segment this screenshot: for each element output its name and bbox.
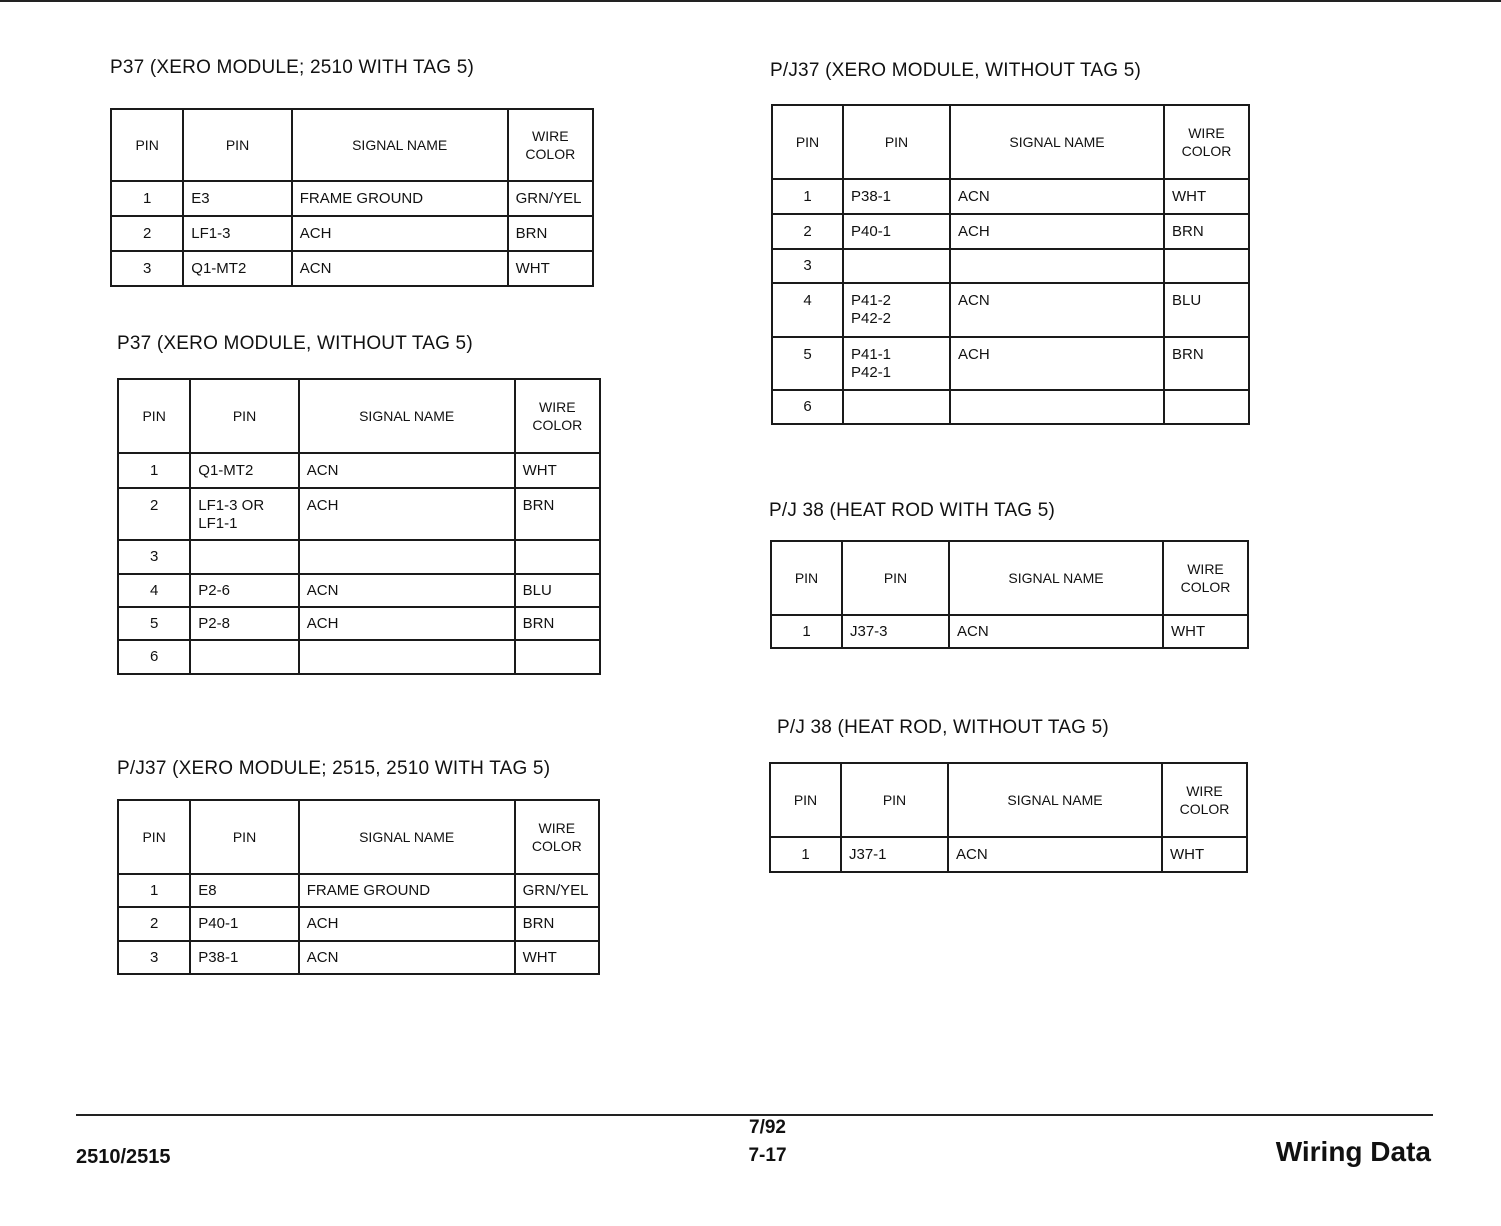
header-signal-name-label: SIGNAL NAME: [359, 829, 455, 845]
pin-cell: [772, 337, 843, 390]
pin-cell: [772, 214, 843, 249]
pin-cell: [111, 216, 183, 251]
pin-cell-text: 1: [149, 461, 159, 479]
pin-cell-text: 2: [149, 915, 159, 932]
pin-cell: [772, 390, 843, 424]
signal-cell-text: ACN: [957, 622, 989, 640]
signal-cell: [292, 216, 508, 251]
header-pin: [118, 800, 190, 874]
pin-cell-text: 2: [803, 222, 812, 240]
header-signal-name-label: SIGNAL NAME: [1008, 570, 1104, 586]
signal-cell-text: ACH: [299, 224, 332, 242]
wire-color-cell-text: WHT: [515, 259, 550, 277]
wiring-table: [770, 540, 1249, 649]
wire-color-cell: [1163, 615, 1248, 648]
connection-cell: [843, 337, 950, 390]
header-pin-label: PIN: [135, 137, 159, 153]
wire-color-cell-text: BRN: [522, 497, 555, 514]
header-pin: [771, 541, 842, 615]
wire-color-cell-text: WHT: [1171, 622, 1206, 640]
header-wire-color-label: WIRE COLOR: [1179, 783, 1230, 817]
connection-cell-text: P41-1 P42-1: [851, 346, 892, 381]
header-signal-name-label: SIGNAL NAME: [1007, 792, 1103, 808]
header-signal-name-label: SIGNAL NAME: [359, 408, 455, 424]
wire-color-cell: [515, 488, 600, 540]
header-pin-connection-label: PIN: [225, 137, 250, 153]
header-wire-color-label: WIRE COLOR: [531, 820, 582, 854]
header-pin-connection-label: PIN: [883, 570, 908, 586]
signal-cell: [299, 607, 515, 640]
signal-cell-text: ACN: [958, 187, 990, 205]
connection-cell: [183, 251, 291, 286]
header-pin: [118, 379, 190, 453]
table-header-row: [770, 763, 1247, 837]
connection-cell-text: J37-3: [850, 622, 888, 640]
signal-cell-text: ACH: [306, 497, 339, 514]
header-signal-name-label: SIGNAL NAME: [352, 137, 448, 153]
header-signal-name: [950, 105, 1164, 179]
table-title: P/J 38 (HEAT ROD WITH TAG 5): [769, 500, 1056, 521]
wiring-table: [771, 104, 1250, 425]
table-title: P/J 38 (HEAT ROD, WITHOUT TAG 5): [777, 717, 1109, 738]
wire-color-cell: [515, 941, 599, 974]
header-pin: [770, 763, 841, 837]
wire-color-cell-text: GRN/YEL: [522, 881, 589, 899]
table-row: [772, 283, 1249, 337]
wiring-table: [110, 108, 594, 287]
wire-color-cell: [1164, 249, 1249, 283]
pin-cell: [111, 181, 183, 216]
signal-cell-text: ACN: [306, 948, 339, 966]
table-row: [118, 488, 600, 540]
pin-cell-text: 4: [149, 581, 159, 599]
signal-cell: [299, 874, 515, 907]
table-header-row: [111, 109, 593, 181]
table-row: [771, 615, 1248, 648]
wire-color-cell-text: BRN: [522, 915, 555, 932]
signal-cell: [299, 640, 515, 674]
wire-color-cell-text: WHT: [522, 948, 557, 966]
connection-cell: [843, 214, 950, 249]
header-pin-connection: [190, 379, 298, 453]
table-header-row: [772, 105, 1249, 179]
wire-color-cell: [508, 251, 593, 286]
header-pin-label: PIN: [793, 792, 818, 808]
signal-cell: [950, 390, 1164, 424]
connection-cell-text: Q1-MT2: [191, 259, 247, 277]
connection-cell: [190, 540, 298, 574]
connection-cell: [842, 615, 949, 648]
connection-cell: [190, 907, 298, 941]
pin-cell: [118, 488, 190, 540]
footer-rule: [76, 1114, 1433, 1116]
pin-cell-text: 3: [142, 259, 152, 277]
header-pin-connection: [190, 800, 298, 874]
pin-cell-text: 1: [801, 845, 810, 863]
table-row: [772, 337, 1249, 390]
pin-cell: [772, 179, 843, 214]
connection-cell-text: J37-1: [849, 845, 887, 863]
pin-cell-text: 5: [149, 614, 159, 632]
header-signal-name: [948, 763, 1162, 837]
table-title: P/J37 (XERO MODULE, WITHOUT TAG 5): [770, 60, 1142, 81]
connection-cell-text: P41-2 P42-2: [851, 292, 892, 327]
header-wire-color: [515, 800, 599, 874]
pin-cell: [118, 941, 190, 974]
connection-cell-text: P2-6: [198, 581, 230, 599]
header-pin-connection: [843, 105, 950, 179]
pin-cell: [118, 874, 190, 907]
wire-color-cell-text: BLU: [522, 581, 552, 599]
table-row: [118, 453, 600, 488]
wire-color-cell: [515, 907, 599, 941]
connection-cell-text: P38-1: [198, 948, 239, 966]
pin-cell: [118, 574, 190, 607]
pin-cell-text: 1: [802, 622, 811, 640]
header-wire-color: [515, 379, 600, 453]
header-pin-connection: [841, 763, 948, 837]
table-row: [111, 216, 593, 251]
signal-cell: [299, 488, 515, 540]
table-row: [118, 941, 599, 974]
signal-cell-text: ACN: [306, 461, 339, 479]
header-wire-color: [1163, 541, 1248, 615]
connection-cell-text: LF1-3: [191, 224, 231, 242]
table-row: [111, 251, 593, 286]
signal-cell: [950, 214, 1164, 249]
header-signal-name: [299, 800, 515, 874]
table-row: [118, 874, 599, 907]
header-pin-label: PIN: [142, 829, 166, 845]
pin-cell: [118, 540, 190, 574]
table-row: [772, 179, 1249, 214]
connection-cell: [190, 488, 298, 540]
signal-cell-text: FRAME GROUND: [299, 189, 424, 207]
section-title: Wiring Data: [1275, 1136, 1431, 1167]
header-pin-label: PIN: [794, 570, 819, 586]
header-wire-color: [1162, 763, 1247, 837]
signal-cell: [950, 283, 1164, 337]
connection-cell: [190, 453, 298, 488]
header-wire-color: [508, 109, 593, 181]
pin-cell-text: 3: [149, 948, 159, 966]
table-title: P37 (XERO MODULE, WITHOUT TAG 5): [117, 333, 473, 354]
wire-color-cell: [515, 540, 600, 574]
signal-cell-text: ACH: [306, 915, 339, 932]
wire-color-cell-text: BRN: [1172, 346, 1204, 363]
table-header-row: [118, 800, 599, 874]
connection-cell: [190, 574, 298, 607]
pin-cell: [772, 283, 843, 337]
wire-color-cell: [515, 607, 600, 640]
pin-cell-text: 1: [149, 881, 159, 899]
pin-cell-text: 5: [803, 346, 812, 363]
signal-cell: [299, 453, 515, 488]
pin-cell: [772, 249, 843, 283]
pin-cell-text: 2: [142, 224, 152, 242]
signal-cell-text: ACH: [306, 614, 339, 632]
top-rule: [0, 0, 1501, 2]
wire-color-cell: [508, 181, 593, 216]
page-number: 7-17: [748, 1145, 787, 1166]
pin-cell: [111, 251, 183, 286]
header-wire-color-label: WIRE COLOR: [1180, 561, 1231, 595]
connection-cell-text: E3: [191, 189, 210, 207]
signal-cell: [299, 540, 515, 574]
footer-model: 2510/2515: [76, 1146, 171, 1168]
header-signal-name: [949, 541, 1163, 615]
signal-cell: [949, 615, 1163, 648]
signal-cell: [299, 941, 515, 974]
header-signal-name-label: SIGNAL NAME: [1009, 134, 1105, 150]
table-row: [118, 607, 600, 640]
table-row: [772, 214, 1249, 249]
wire-color-cell: [515, 874, 599, 907]
pin-cell-text: 1: [142, 189, 152, 207]
connection-cell: [183, 216, 291, 251]
connection-cell-text: P40-1: [198, 915, 239, 932]
wire-color-cell: [1164, 390, 1249, 424]
header-wire-color-label: WIRE COLOR: [532, 399, 583, 433]
connection-cell-text: E8: [198, 881, 217, 899]
table-row: [770, 837, 1247, 872]
connection-cell: [190, 874, 298, 907]
connection-cell: [183, 181, 291, 216]
pin-cell-text: 2: [149, 497, 159, 514]
table-row: [118, 574, 600, 607]
signal-cell: [299, 907, 515, 941]
pin-cell-text: 1: [803, 187, 812, 205]
header-signal-name: [292, 109, 508, 181]
wire-color-cell-text: WHT: [1170, 845, 1205, 863]
pin-cell-text: 6: [803, 398, 812, 415]
signal-cell-text: ACH: [958, 222, 990, 240]
signal-cell-text: FRAME GROUND: [306, 881, 431, 899]
signal-cell: [950, 179, 1164, 214]
header-pin-label: PIN: [142, 408, 166, 424]
table-row: [111, 181, 593, 216]
wire-color-cell-text: BRN: [522, 614, 555, 632]
signal-cell-text: ACN: [956, 845, 988, 863]
wire-color-cell-text: BRN: [515, 224, 548, 242]
header-pin: [772, 105, 843, 179]
pin-cell-text: 6: [149, 648, 159, 665]
wire-color-cell: [1164, 179, 1249, 214]
wire-color-cell: [1164, 283, 1249, 337]
pin-cell: [770, 837, 841, 872]
header-pin-connection: [183, 109, 291, 181]
signal-cell: [950, 249, 1164, 283]
connection-cell-text: P40-1: [851, 222, 892, 240]
wire-color-cell: [515, 453, 600, 488]
connection-cell: [843, 283, 950, 337]
header-pin-connection-label: PIN: [884, 134, 909, 150]
connection-cell: [843, 179, 950, 214]
pin-cell: [118, 907, 190, 941]
connection-cell: [843, 249, 950, 283]
signal-cell-text: ACN: [306, 581, 339, 599]
wire-color-cell-text: WHT: [1172, 187, 1207, 205]
pin-cell: [118, 607, 190, 640]
header-wire-color-label: WIRE COLOR: [525, 128, 576, 162]
signal-cell: [292, 181, 508, 216]
header-pin-connection-label: PIN: [232, 829, 257, 845]
header-wire-color-label: WIRE COLOR: [1181, 125, 1232, 159]
signal-cell-text: ACH: [958, 346, 990, 363]
wire-color-cell-text: BLU: [1172, 292, 1202, 309]
pin-cell-text: 4: [803, 292, 812, 309]
table-title: P/J37 (XERO MODULE; 2515, 2510 WITH TAG 5): [117, 758, 551, 779]
wire-color-cell: [515, 640, 600, 674]
connection-cell-text: P38-1: [851, 187, 892, 205]
connection-cell-text: LF1-3 OR LF1-1: [198, 497, 265, 532]
header-pin-label: PIN: [795, 134, 820, 150]
signal-cell: [299, 574, 515, 607]
connection-cell: [190, 941, 298, 974]
wire-color-cell: [515, 574, 600, 607]
table-row: [772, 390, 1249, 424]
header-wire-color: [1164, 105, 1249, 179]
connection-cell-text: P2-8: [198, 614, 230, 632]
table-row: [118, 540, 600, 574]
table-row: [118, 907, 599, 941]
table-row: [772, 249, 1249, 283]
footer-date: 7/92: [749, 1117, 786, 1138]
wire-color-cell: [1164, 337, 1249, 390]
table-header-row: [771, 541, 1248, 615]
wiring-table: [117, 378, 601, 675]
signal-cell: [948, 837, 1162, 872]
header-pin-connection-label: PIN: [232, 408, 257, 424]
signal-cell: [950, 337, 1164, 390]
header-pin-connection-label: PIN: [882, 792, 907, 808]
wiring-table: [117, 799, 600, 975]
wire-color-cell-text: GRN/YEL: [515, 189, 582, 207]
table-header-row: [118, 379, 600, 453]
connection-cell-text: Q1-MT2: [198, 461, 254, 479]
wire-color-cell-text: WHT: [522, 461, 557, 479]
signal-cell: [292, 251, 508, 286]
connection-cell: [841, 837, 948, 872]
pin-cell: [118, 640, 190, 674]
signal-cell-text: ACN: [299, 259, 332, 277]
wire-color-cell: [1164, 214, 1249, 249]
wire-color-cell-text: BRN: [1172, 222, 1204, 240]
connection-cell: [843, 390, 950, 424]
table-row: [118, 640, 600, 674]
table-title: P37 (XERO MODULE; 2510 WITH TAG 5): [110, 57, 475, 78]
connection-cell: [190, 640, 298, 674]
wire-color-cell: [1162, 837, 1247, 872]
pin-cell-text: 3: [803, 257, 812, 274]
wire-color-cell: [508, 216, 593, 251]
pin-cell: [118, 453, 190, 488]
pin-cell: [771, 615, 842, 648]
wiring-table: [769, 762, 1248, 873]
signal-cell-text: ACN: [958, 292, 990, 309]
header-signal-name: [299, 379, 515, 453]
connection-cell: [190, 607, 298, 640]
pin-cell-text: 3: [149, 548, 159, 565]
header-pin-connection: [842, 541, 949, 615]
header-pin: [111, 109, 183, 181]
